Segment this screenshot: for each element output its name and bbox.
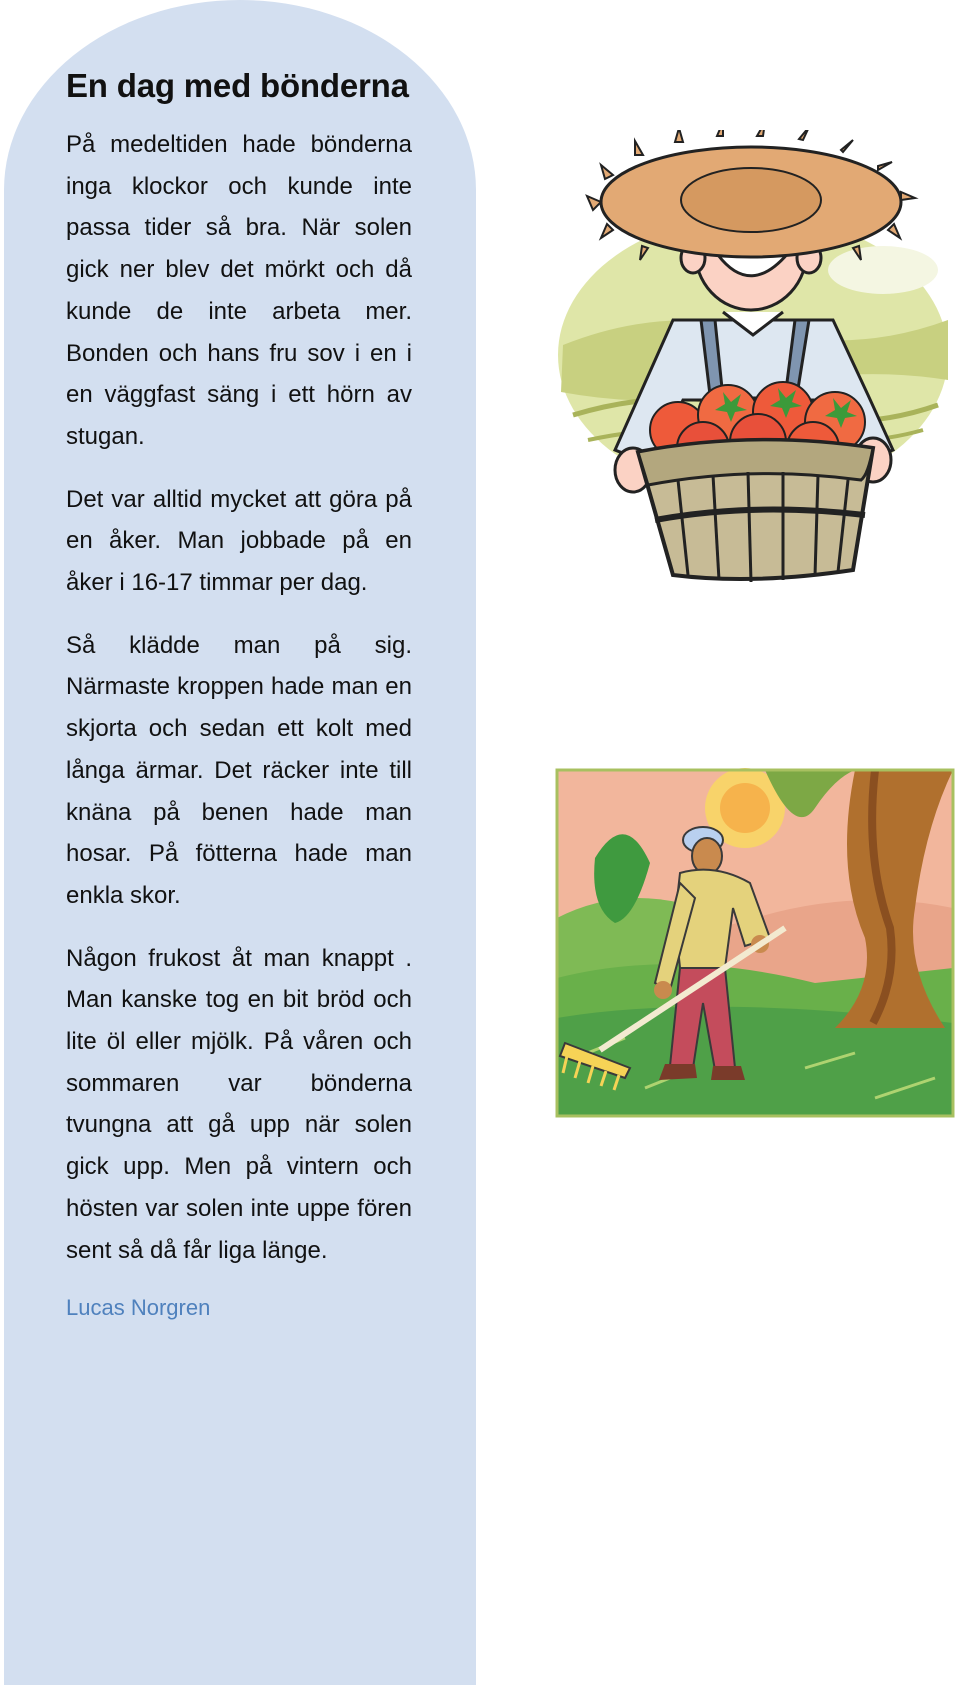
paragraph-3: Så klädde man på sig. Närmaste kroppen hade man en skjorta och sedan ett kolt med långa ärmar. Det räcker inte till knäna på benen hade man hosar. På fötterna hade man enkla skor. [66, 631, 412, 909]
paragraph-4: Någon frukost åt man knappt . Man kanske tog en bit bröd och lite öl eller mjölk. På våren och sommaren var bönderna tvungna att gå upp när solen gick upp. Men på vintern och hösten var solen inte uppe fören sent så då får liga länge. [66, 944, 412, 1264]
paragraph-1: På medeltiden hade bönderna inga klockor och kunde inte passa tider så bra. När solen gick ner blev det mörkt och då kunde de inte arbeta mer. Bonden och hans fru sov i en i en väggfast säng i ett hörn av stugan. [66, 131, 412, 450]
author-name: Lucas Norgren [66, 1295, 211, 1321]
farmer-basket-illustration [553, 130, 953, 590]
article [66, 62, 412, 1324]
farmer-raking-illustration [555, 768, 955, 1118]
paragraph-2: Det var alltid mycket att göra på en åker. Man jobbade på en åker i 16-17 timmar per dag. [66, 485, 412, 597]
article-title: En dag med bönderna [66, 67, 409, 104]
